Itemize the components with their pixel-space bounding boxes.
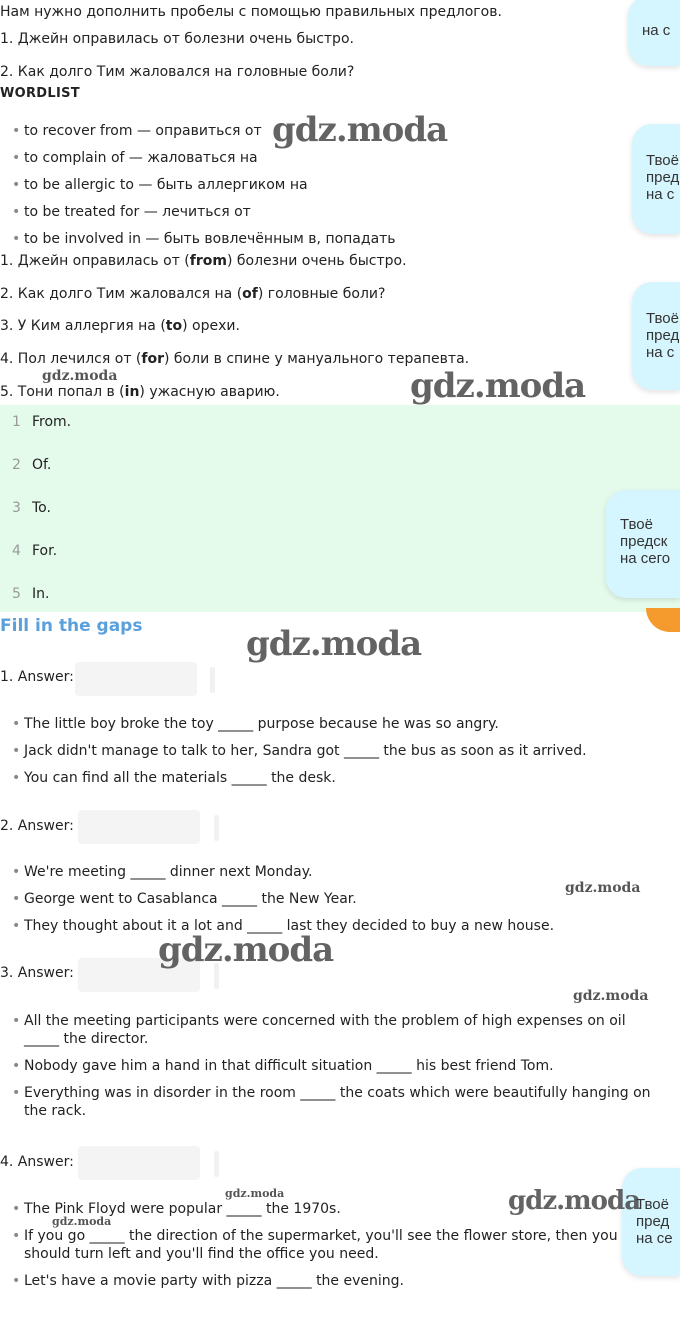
- gap-sentence: • We're meeting _____ dinner next Monday.: [0, 863, 554, 881]
- answer-number: 2: [12, 457, 21, 473]
- solution-text: ) боли в спине у мануального терапевта.: [164, 351, 470, 367]
- solution-word: in: [124, 384, 140, 400]
- solution-text: ) ужасную аварию.: [139, 384, 280, 400]
- answer-check-button[interactable]: [210, 667, 215, 693]
- gap-sentence: • The Pink Floyd were popular _____ the 1970s.: [0, 1200, 624, 1218]
- wordlist-item: • to recover from — оправиться от: [0, 122, 396, 149]
- wordlist-heading: WORDLIST: [0, 86, 80, 101]
- gap-sentence: • George went to Casablanca _____ the New Year.: [0, 890, 554, 908]
- answer-number: 1: [12, 414, 21, 430]
- source-sentence-2: 2. Как долго Тим жаловался на головные боли?: [0, 64, 355, 80]
- solution-sentence-5: [0, 384, 280, 400]
- answer-text: From.: [32, 414, 72, 430]
- solution-sentence-3: [0, 318, 240, 334]
- promo-text: Твоё: [646, 152, 679, 169]
- answer-text: To.: [32, 500, 51, 516]
- watermark-logo: gdz.moda: [225, 1187, 285, 1200]
- solution-sentence-1: [0, 253, 407, 269]
- answer-input[interactable]: [75, 662, 197, 696]
- answer-text: Of.: [32, 457, 52, 473]
- answers-panel: [0, 405, 680, 612]
- answer-text: For.: [32, 543, 58, 559]
- solution-sentence-2: [0, 286, 385, 302]
- gap-sentence: • Let's have a movie party with pizza _____ the evening.: [0, 1272, 624, 1290]
- promo-text: на се: [636, 1230, 673, 1247]
- wordlist-item: • to complain of — жаловаться на: [0, 149, 396, 176]
- mascot-image: [646, 608, 680, 632]
- gap-sentence: • You can find all the materials _____ the desk.: [0, 769, 587, 787]
- instruction-text: Нам нужно дополнить пробелы с помощью правильных предлогов.: [0, 4, 502, 20]
- answer-row: [12, 543, 57, 559]
- promo-text: на с: [646, 344, 675, 361]
- answer-row: [12, 500, 51, 516]
- answer-input[interactable]: [78, 1146, 200, 1180]
- gap-list: [0, 715, 587, 787]
- promo-bubble[interactable]: [622, 1168, 680, 1276]
- exercise-title: Fill in the gaps: [0, 616, 143, 636]
- answer-row: [12, 457, 51, 473]
- answer-label: 2. Answer:: [0, 818, 74, 834]
- answer-row: [12, 586, 49, 602]
- solution-text: ) болезни очень быстро.: [226, 253, 407, 269]
- solution-word: of: [242, 286, 258, 302]
- watermark-logo: gdz.moda: [272, 110, 448, 150]
- solution-sentence-4: [0, 351, 469, 367]
- gap-list: [0, 1012, 660, 1120]
- promo-text: Твоё: [636, 1196, 669, 1213]
- gap-sentence: • If you go _____ the direction of the supermarket, you'll see the flower store, then you should turn left and you'll find the office you need.: [0, 1227, 624, 1263]
- solution-word: to: [165, 318, 183, 334]
- promo-text: Твоё: [620, 516, 653, 533]
- wordlist-item: • to be treated for — лечиться от: [0, 203, 396, 230]
- solution-word: from: [189, 253, 227, 269]
- watermark-logo: gdz.moda: [158, 930, 334, 970]
- promo-text: на с: [642, 22, 671, 39]
- promo-bubble[interactable]: [606, 490, 680, 598]
- promo-text: на с: [646, 186, 675, 203]
- gap-sentence: • Nobody gave him a hand in that difficult situation _____ his best friend Tom.: [0, 1057, 660, 1075]
- answer-input[interactable]: [78, 810, 200, 844]
- promo-text: пред: [636, 1213, 670, 1230]
- watermark-logo: gdz.moda: [508, 1186, 641, 1216]
- answer-row: [12, 414, 71, 430]
- solution-text: 1. Джейн оправилась от (: [0, 253, 190, 269]
- watermark-logo: gdz.moda: [42, 368, 118, 384]
- answer-label: 1. Answer:: [0, 669, 74, 685]
- watermark-logo: gdz.moda: [565, 880, 641, 896]
- wordlist-item: • to be allergic to — быть аллергиком на: [0, 176, 396, 203]
- gap-sentence: • Everything was in disorder in the room _____ the coats which were beautifully hanging on the rack.: [0, 1084, 660, 1120]
- promo-bubble[interactable]: [632, 124, 680, 234]
- answer-number: 3: [12, 500, 21, 516]
- promo-text: Твоё: [646, 310, 679, 327]
- promo-text: на сего: [620, 550, 671, 567]
- gap-sentence: • Jack didn't manage to talk to her, Sandra got _____ the bus as soon as it arrived.: [0, 742, 587, 760]
- watermark-logo: gdz.moda: [573, 988, 649, 1004]
- promo-bubble[interactable]: [628, 0, 680, 66]
- solution-text: ) орехи.: [182, 318, 240, 334]
- promo-text: предск: [620, 533, 668, 550]
- answer-label: 4. Answer:: [0, 1154, 74, 1170]
- solution-text: 5. Тони попал в (: [0, 384, 125, 400]
- answer-number: 5: [12, 586, 21, 602]
- answer-check-button[interactable]: [214, 815, 219, 841]
- gap-sentence: • All the meeting participants were concerned with the problem of high expenses on oil _____ the director.: [0, 1012, 660, 1048]
- answer-check-button[interactable]: [214, 1151, 219, 1177]
- answer-number: 4: [12, 543, 21, 559]
- source-sentence-1: 1. Джейн оправилась от болезни очень быстро.: [0, 31, 354, 47]
- answer-text: In.: [32, 586, 50, 602]
- gap-list: [0, 863, 554, 935]
- answer-label: 3. Answer:: [0, 965, 74, 981]
- solution-word: for: [141, 351, 165, 367]
- promo-bubble[interactable]: [632, 282, 680, 390]
- promo-text: пред: [646, 327, 680, 344]
- gap-sentence: • The little boy broke the toy _____ purpose because he was so angry.: [0, 715, 587, 733]
- gap-sentence: • They thought about it a lot and _____ last they decided to buy a new house.: [0, 917, 554, 935]
- watermark-logo: gdz.moda: [52, 1215, 112, 1228]
- wordlist-item: • to be involved in — быть вовлечённым в, попадать: [0, 230, 396, 257]
- promo-text: пред: [646, 169, 680, 186]
- solution-text: ) головные боли?: [257, 286, 386, 302]
- watermark-logo: gdz.moda: [410, 366, 586, 406]
- solution-text: 3. У Ким аллергия на (: [0, 318, 166, 334]
- watermark-logo: gdz.moda: [246, 624, 422, 664]
- solution-text: 2. Как долго Тим жаловался на (: [0, 286, 243, 302]
- solution-text: 4. Пол лечился от (: [0, 351, 142, 367]
